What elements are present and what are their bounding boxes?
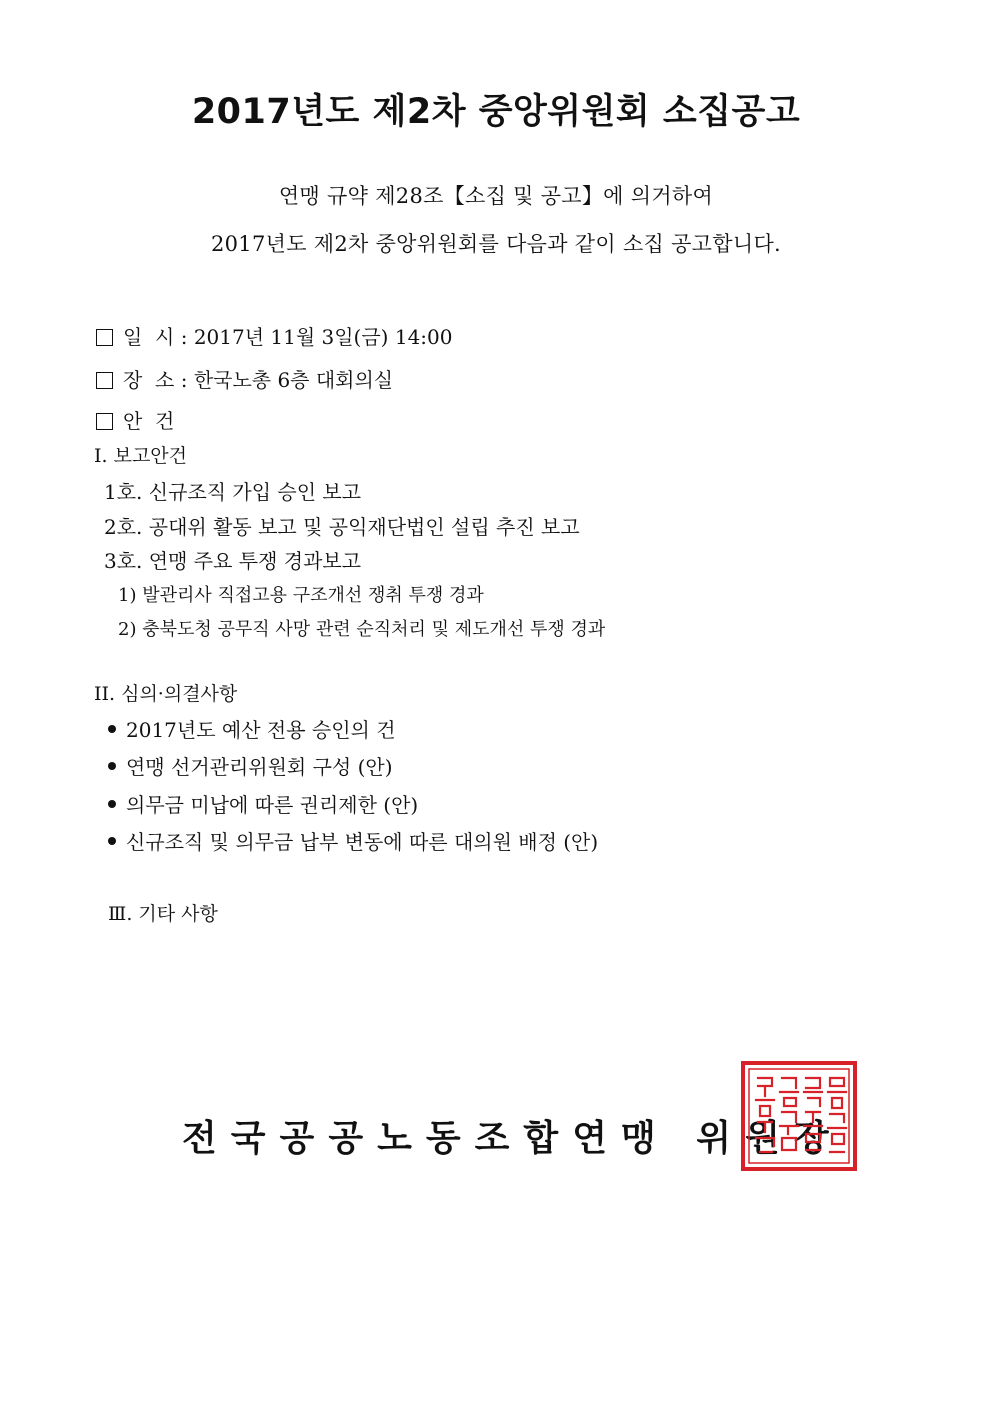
report-item-2: 2호. 공대위 활동 보고 및 공익재단법인 설립 추진 보고 (104, 515, 580, 539)
report-subitem-1: 1) 발관리사 직접고용 구조개선 쟁취 투쟁 경과 (118, 585, 484, 606)
bullet-icon (108, 762, 116, 770)
checkbox-icon (96, 372, 113, 389)
section3-heading: Ⅲ. 기타 사항 (108, 903, 218, 925)
bullet-icon (108, 800, 116, 808)
section2-heading: II. 심의·의결사항 (94, 683, 238, 705)
report-item-1: 1호. 신규조직 가입 승인 보고 (104, 480, 362, 504)
checkbox-icon (96, 413, 113, 430)
place-row (96, 364, 393, 393)
intro-line-2: 2017년도 제2차 중앙위원회를 다음과 같이 소집 공고합니다. (210, 232, 782, 256)
agenda-row (96, 405, 174, 434)
date-row (96, 321, 452, 350)
date-value: 2017년 11월 3일(금) 14:00 (193, 325, 453, 349)
section1-heading: I. 보고안건 (94, 445, 188, 467)
resolution-item-1: 2017년도 예산 전용 승인의 건 (108, 714, 396, 743)
agenda-label: 안 건 (123, 409, 175, 433)
intro-line-1: 연맹 규약 제28조【소집 및 공고】에 의거하여 (278, 184, 714, 208)
report-subitem-2: 2) 충북도청 공무직 사망 관련 순직처리 및 제도개선 투쟁 경과 (118, 619, 606, 640)
place-value: 한국노총 6층 대회의실 (193, 368, 394, 392)
place-label: 장 소 : (123, 368, 188, 392)
resolution-item-4: 신규조직 및 의무금 납부 변동에 따른 대의원 배정 (안) (108, 826, 598, 855)
signature: 전국공공노동조합연맹 위원장 (182, 1118, 843, 1159)
report-item-3: 3호. 연맹 주요 투쟁 경과보고 (104, 549, 362, 573)
resolution-item-2: 연맹 선거관리위원회 구성 (안) (108, 751, 393, 780)
bullet-icon (108, 837, 116, 845)
official-seal-icon (740, 1060, 858, 1172)
checkbox-icon (96, 329, 113, 346)
date-label: 일 시 : (123, 325, 188, 349)
resolution-item-3: 의무금 미납에 따른 권리제한 (안) (108, 789, 418, 818)
bullet-icon (108, 725, 116, 733)
document-title: 2017년도 제2차 중앙위원회 소집공고 (191, 92, 801, 132)
